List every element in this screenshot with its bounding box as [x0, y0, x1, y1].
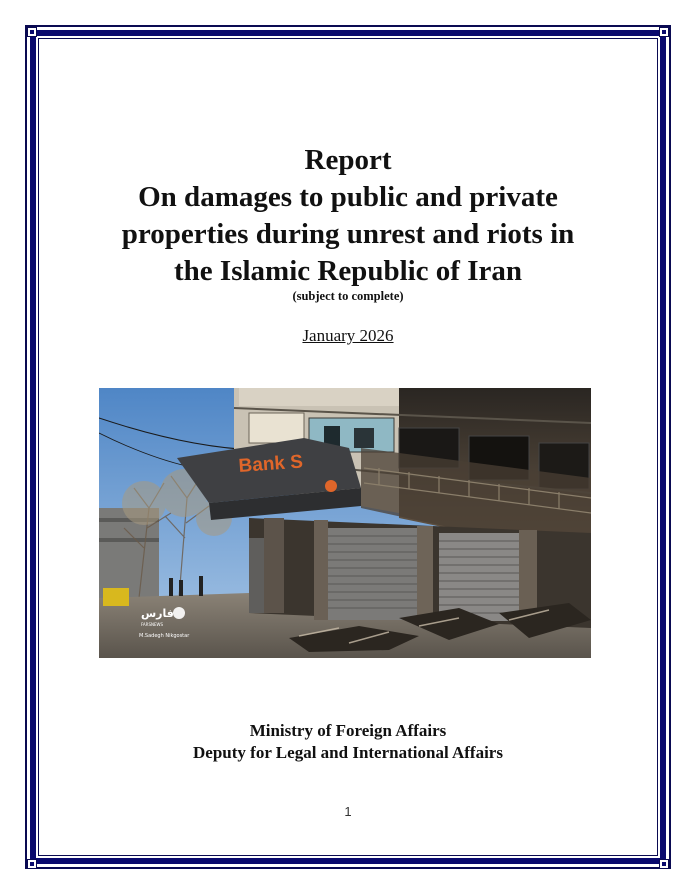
- report-date-text: January 2026: [302, 326, 394, 345]
- watermark-logo: فارس: [141, 607, 174, 620]
- burned-bank-building-illustration: [99, 388, 591, 658]
- photographer-credit: M.Sadegh Nikgostar: [139, 633, 190, 639]
- title-line: Report: [304, 144, 392, 176]
- ministry-name: Ministry of Foreign Affairs: [249, 721, 447, 740]
- border-corner-ornament: [27, 859, 37, 869]
- cover-photo: [99, 388, 591, 658]
- border-corner-ornament: [659, 859, 669, 869]
- report-title: [60, 142, 636, 304]
- issuing-authority: [60, 720, 636, 764]
- report-date: [60, 326, 636, 346]
- page-number: 1: [344, 804, 352, 819]
- border-corner-ornament: [659, 27, 669, 37]
- title-line: On damages to public and private: [138, 181, 558, 213]
- report-subtitle: (subject to complete): [292, 289, 404, 303]
- watermark-agency: FARSNEWS: [141, 622, 164, 627]
- deputy-name: Deputy for Legal and International Affairs: [193, 743, 503, 762]
- bank-sign-text: Bank S: [237, 451, 304, 477]
- title-line: the Islamic Republic of Iran: [174, 255, 522, 287]
- border-corner-ornament: [27, 27, 37, 37]
- title-line: properties during unrest and riots in: [121, 218, 575, 250]
